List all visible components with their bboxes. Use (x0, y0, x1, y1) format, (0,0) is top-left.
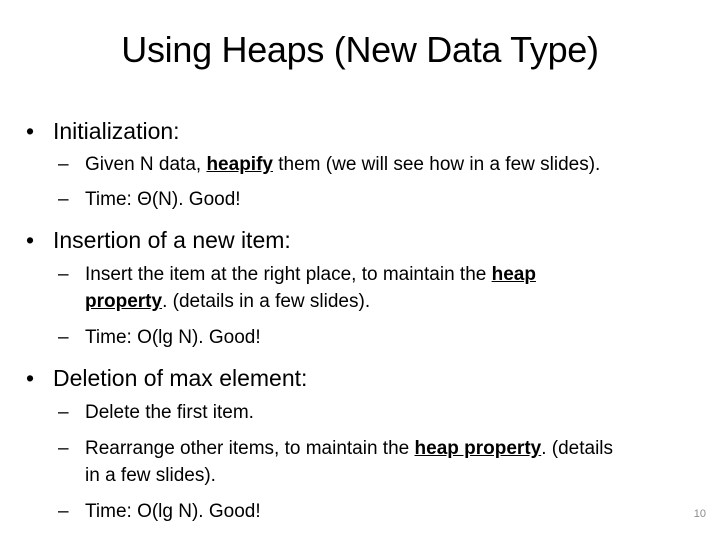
bullet-icon: • (26, 118, 35, 144)
dash-icon: – (58, 402, 69, 423)
emphasis-text: heapify (206, 154, 273, 175)
bullet-text: Insertion of a new item: (53, 227, 291, 253)
sub-text: . (details in a few slides). (162, 291, 371, 312)
dash-icon: – (58, 154, 69, 175)
page-number: 10 (693, 508, 706, 520)
emphasis-text: heap (491, 264, 536, 285)
sub-item-time-insert (58, 324, 708, 351)
bullet-initialization (26, 116, 180, 146)
sub-text: them (we will see how in a few slides). (272, 154, 601, 175)
sub-text: in a few slides). (85, 465, 216, 486)
dash-icon: – (58, 264, 69, 285)
sub-item-heapify (58, 151, 708, 178)
slide-title: Using Heaps (New Data Type) (121, 29, 599, 70)
bullet-text: Initialization: (53, 118, 180, 144)
sub-text: Delete the first item. (85, 402, 254, 423)
dash-icon: – (58, 189, 69, 210)
sub-item-delete-first (58, 399, 708, 426)
sub-item-time-delete (58, 498, 708, 525)
sub-text: Time: O(lg N). Good! (85, 501, 261, 522)
sub-text: Given N data, (85, 154, 207, 175)
bullet-deletion (26, 363, 307, 393)
sub-text: Time: O(lg N). Good! (85, 327, 261, 348)
bullet-insertion (26, 225, 291, 255)
emphasis-text: property (85, 291, 163, 312)
dash-icon: – (58, 501, 69, 522)
sub-item-rearrange (58, 435, 708, 489)
sub-text: Insert the item at the right place, to maintain the (85, 264, 492, 285)
bullet-icon: • (26, 227, 35, 253)
sub-text: Time: Θ(N). Good! (85, 189, 241, 210)
sub-text: Rearrange other items, to maintain the (85, 438, 415, 459)
sub-item-insert (58, 261, 708, 315)
sub-item-time-init (58, 186, 708, 213)
emphasis-text: heap property (414, 438, 542, 459)
bullet-text: Deletion of max element: (53, 365, 308, 391)
dash-icon: – (58, 327, 69, 348)
sub-text: . (details (541, 438, 614, 459)
dash-icon: – (58, 438, 69, 459)
bullet-icon: • (26, 365, 35, 391)
